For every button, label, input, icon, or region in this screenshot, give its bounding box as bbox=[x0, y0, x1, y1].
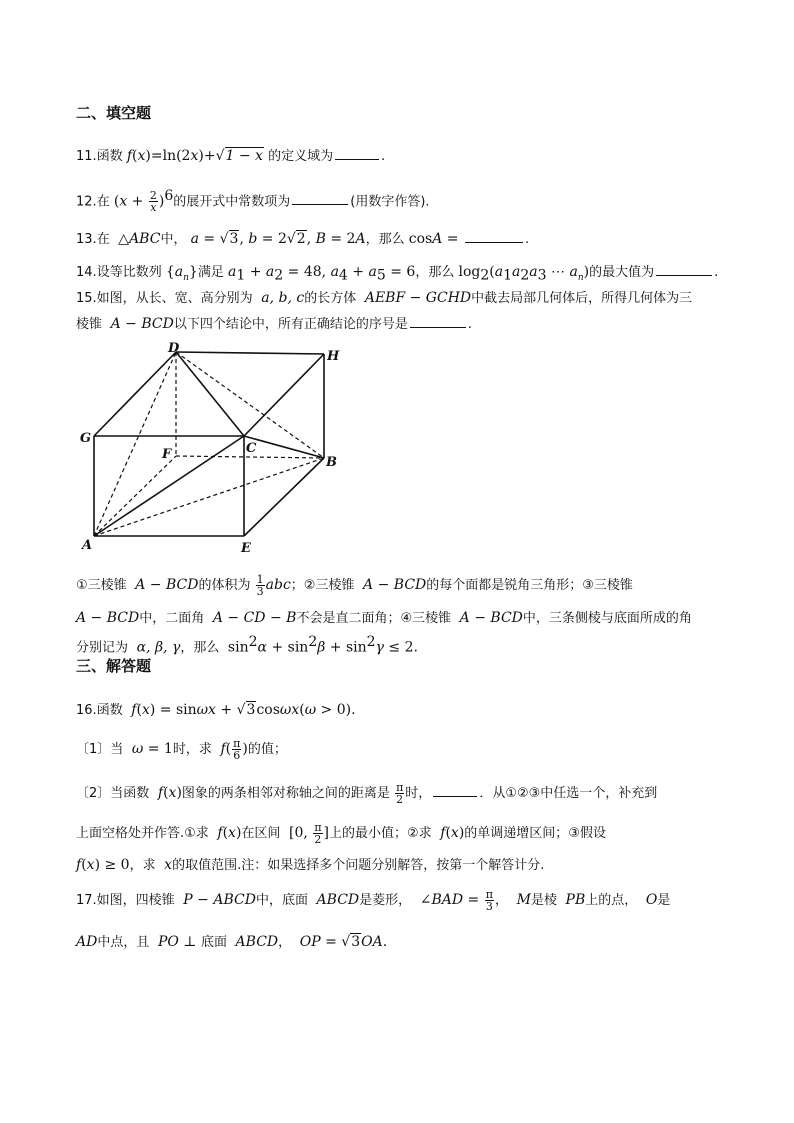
answer-blank bbox=[465, 229, 523, 243]
edge-HC bbox=[244, 354, 324, 436]
question-17-line-1: 17.如图，四棱锥 P − ABCD中，底面 ABCD是菱形， ∠BAD = $\frac{\pi}{3}$ ， M是棱 PB上的点， O是 bbox=[76, 888, 671, 913]
question-15-conclusions-3: 分别记为 α, β, γ，那么 $\sin^2\alpha + \sin^2\beta + \sin^2\gamma \le 2$. bbox=[76, 634, 418, 656]
section-heading-solve: 三、解答题 bbox=[76, 657, 152, 675]
edge-AF-hidden bbox=[94, 456, 176, 536]
question-16-part-1: 〔1〕当 ω = 1时，求 f( $\frac{\pi}{6}$ )的值； bbox=[76, 737, 287, 762]
label-F: F bbox=[162, 447, 172, 462]
cuboid-figure bbox=[76, 340, 356, 560]
label-A: A bbox=[82, 538, 93, 553]
answer-blank bbox=[335, 146, 379, 160]
edge-DH bbox=[176, 352, 324, 354]
question-16: 16.函数 f(x) = sinωx + √3cosωx(ω > 0). bbox=[76, 702, 356, 718]
label-G: G bbox=[80, 431, 92, 446]
label-D: D bbox=[168, 341, 180, 356]
question-15-line-2: 棱锥 A − BCD以下四个结论中，所有正确结论的序号是 . bbox=[76, 316, 472, 332]
edge-FB-hidden bbox=[176, 456, 324, 458]
label-H: H bbox=[327, 349, 340, 364]
edge-AB-hidden bbox=[94, 458, 324, 536]
question-15-conclusions-1: ①三棱锥 A − BCD的体积为 $\frac{1}{3}$ abc；②三棱锥 A − BCD的每个面都是锐角三角形；③三棱锥 bbox=[76, 573, 633, 598]
question-14: 14.设等比数列 $\{a_n\}$满足 $a_1 + a_2 = 48$, $a_4 + a_5 = 6$，那么 $\log_2(a_1a_2a_3$ ⋯ $a_n$)的最大值为 . bbox=[76, 264, 719, 284]
label-E: E bbox=[241, 541, 251, 556]
question-16-option-3: f(x) ≥ 0，求 x的取值范围.注：如果选择多个问题分别解答，按第一个解答计分. bbox=[76, 857, 545, 873]
question-11: 11.函数 f(x)=ln(2x)+√1 − x 的定义域为 . bbox=[76, 148, 386, 164]
answer-blank bbox=[410, 314, 466, 328]
question-17-line-2: AD中点，且 PO ⊥ 底面 ABCD， OP = √3OA. bbox=[76, 934, 388, 950]
edge-EB bbox=[244, 458, 324, 536]
question-16-part-2: 〔2〕当函数 f(x)图象的两条相邻对称轴之间的距离是 $\frac{\pi}{2}$ 时， ．从①②③中任选一个，补充到 bbox=[76, 781, 658, 806]
label-B: B bbox=[326, 455, 337, 470]
question-15-conclusions-2: A − BCD中，二面角 A − CD − B不会是直二面角；④三棱锥 A − BCD中，三条侧棱与底面所成的角 bbox=[76, 610, 692, 626]
section-heading-fill: 二、填空题 bbox=[76, 104, 152, 122]
question-15-line-1: 15.如图，从长、宽、高分别为 a, b, c的长方体 AEBF − GCHD中截去局部几何体后，所得几何体为三 bbox=[76, 290, 693, 306]
question-16-options: 上面空格处并作答.①求 f(x)在区间 [0, $\frac{\pi}{2}$ ]上的最小值；②求 f(x)的单调递增区间；③假设 bbox=[76, 821, 606, 846]
label-C: C bbox=[246, 441, 257, 456]
answer-blank bbox=[292, 191, 348, 205]
question-13: 13.在 △ABC中， a = √3, b = 2√2, B = 2A，那么 cosA = . bbox=[76, 231, 530, 247]
edge-DG bbox=[94, 352, 176, 436]
answer-blank bbox=[656, 262, 712, 276]
answer-blank bbox=[433, 783, 477, 797]
question-12: 12.在 (x + $\frac{2}{x}$ )$^6$的展开式中常数项为 (用数字作答). bbox=[76, 188, 430, 215]
